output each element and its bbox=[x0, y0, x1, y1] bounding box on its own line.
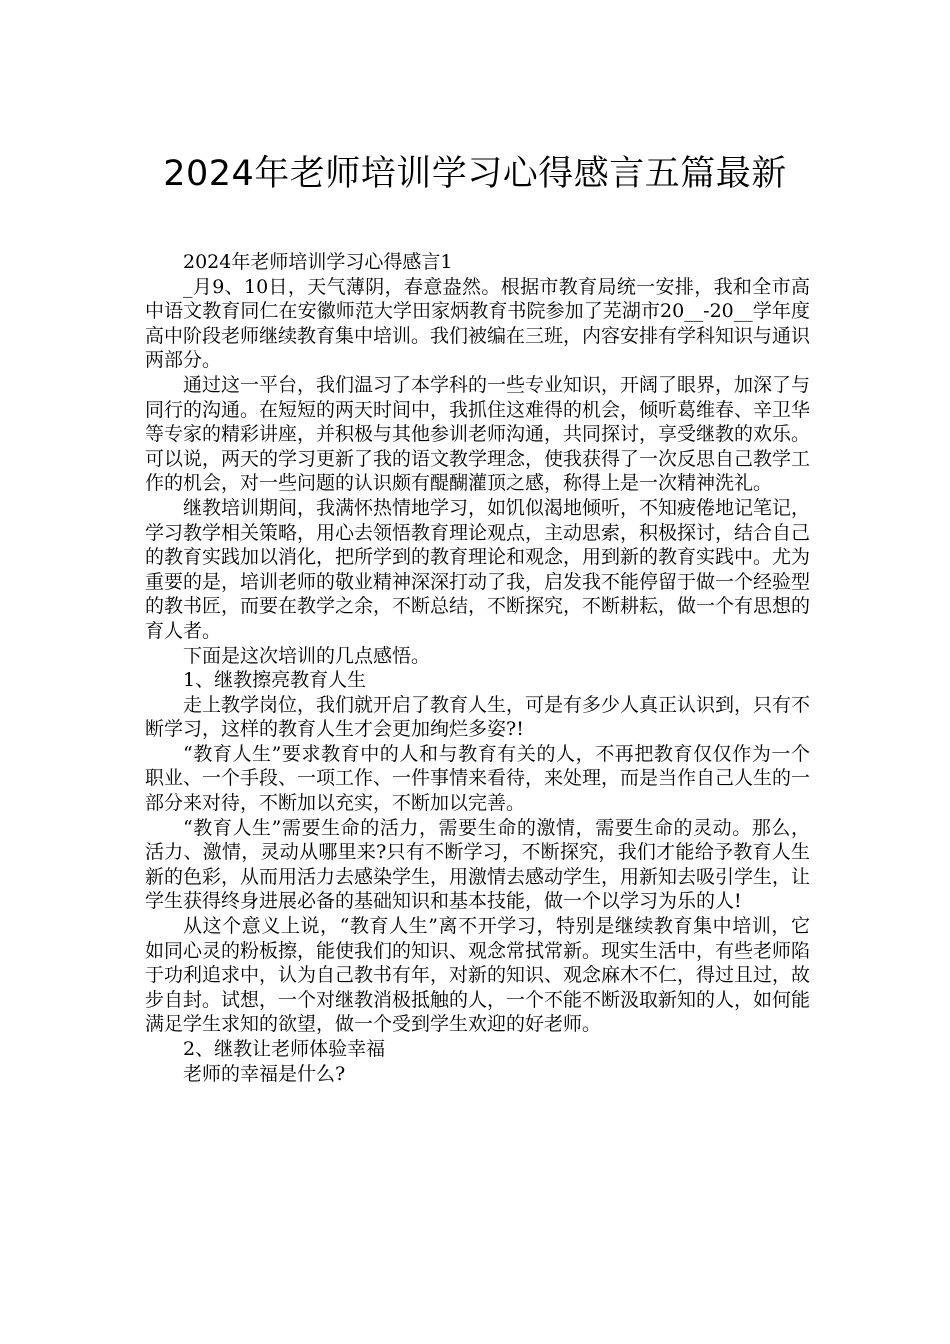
paragraph: _月9、10日，天气薄阴，春意盎然。根据市教育局统一安排，我和全市高中语文教育同仁在安徽师范大学田家炳教育书院参加了芜湖市20__-20__学年度高中阶段老师继续教育集中培训。我们被编在三班，内容安排有学科知识与通识两部分。 bbox=[145, 275, 811, 372]
section-heading: 2、继教让老师体验幸福 bbox=[183, 1038, 386, 1060]
document-body bbox=[145, 250, 810, 1086]
paragraph: 通过这一平台，我们温习了本学科的一些专业知识，开阔了眼界，加深了与同行的沟通。在短短的两天时间中，我抓住这难得的机会，倾听葛维春、辛卫华等专家的精彩讲座，并积极与其他参训老师沟通，共同探讨，享受继教的欢乐。可以说，两天的学习更新了我的语文教学理念，使我获得了一次反思自己教学工作的机会，对一些问题的认识颇有醍醐灌顶之感，称得上是一次精神洗礼。 bbox=[145, 373, 811, 495]
paragraph: “教育人生”要求教育中的人和与教育有关的人，不再把教育仅仅作为一个职业、一个手段、一项工作、一件事情来看待，来处理，而是当作自己人生的一部分来对待，不断加以充实，不断加以完善。 bbox=[145, 742, 811, 815]
paragraph: 老师的幸福是什么? bbox=[183, 1062, 346, 1085]
document-title: 2024年老师培训学习心得感言五篇最新 bbox=[163, 154, 787, 195]
section-heading: 1、继教擦亮教育人生 bbox=[183, 669, 367, 692]
paragraph: “教育人生”需要生命的活力，需要生命的激情，需要生命的灵动。那么，活力、激情，灵动从哪里来?只有不断学习，不断探究，我们才能给予教育人生新的色彩，从而用活力去感染学生，用激情去感动学生，用新知去吸引学生，让学生获得终身进展必备的基础知识和基本技能，做一个以学习为乐的人! bbox=[145, 816, 811, 913]
paragraph: 继教培训期间，我满怀热情地学习，如饥似渴地倾听，不知疲倦地记笔记，学习教学相关策略，用心去领悟教育理论观点，主动思索，积极探讨，结合自己的教育实践加以消化，把所学到的教育理论和观念，用到新的教育实践中。尤为重要的是，培训老师的敬业精神深深打动了我，启发我不能停留于做一个经验型的教书匠，而要在教学之余，不断总结，不断探究，不断耕耘，做一个有思想的育人者。 bbox=[145, 496, 811, 642]
paragraph: 走上教学岗位，我们就开启了教育人生，可是有多少人真正认识到，只有不断学习，这样的教育人生才会更加绚烂多姿?! bbox=[145, 693, 811, 741]
paragraph: 下面是这次培训的几点感悟。 bbox=[183, 644, 431, 667]
essay-heading: 2024年老师培训学习心得感言1 bbox=[183, 251, 453, 273]
paragraph: 从这个意义上说，“教育人生”离不开学习，特别是继续教育集中培训，它如同心灵的粉板擦，能使我们的知识、观念常拭常新。现实生活中，有些老师陷于功利追求中，认为自己教书有年，对新的知识、观念麻木不仁，得过且过，故步自封。试想，一个对继教消极抵触的人，一个不能不断汲取新知的人，如何能满足学生求知的欲望，做一个受到学生欢迎的好老师。 bbox=[145, 915, 811, 1036]
